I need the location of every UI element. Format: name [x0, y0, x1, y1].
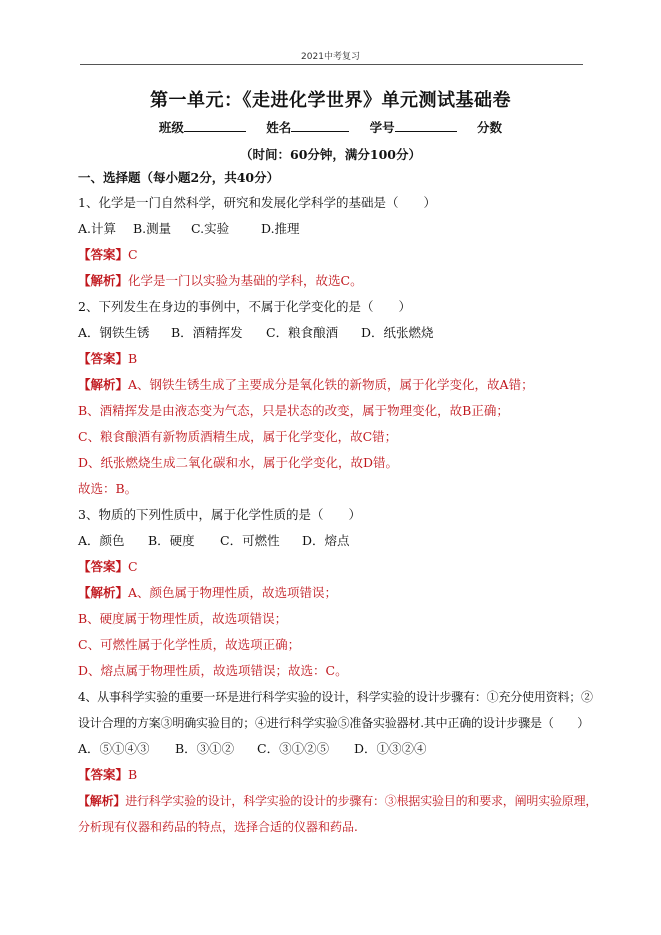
option-b: B.测量 — [133, 221, 172, 236]
question-3-analysis-line: D、熔点属于物理性质，故选项错误；故选：C。 — [78, 663, 348, 678]
answer-tag: 【答案】 — [78, 351, 129, 366]
option-a: A．钢铁生锈 — [78, 325, 150, 340]
analysis-tag: 【解析】 — [78, 585, 129, 600]
header-divider — [80, 64, 583, 65]
class-blank — [184, 120, 246, 132]
question-3-options — [78, 528, 588, 554]
question-1-analysis — [78, 268, 588, 294]
analysis-tag: 【解析】 — [78, 273, 129, 288]
question-3-stem: 3、物质的下列性质中，属于化学性质的是（ ） — [78, 507, 361, 522]
question-4-stem-line: 4、从事科学实验的重要一环是进行科学实验的设计，科学实验的设计步骤有：①充分使用资料；② — [78, 690, 593, 704]
option-d: D．纸张燃烧 — [361, 325, 434, 340]
score-label: 分数 — [477, 120, 503, 135]
answer-tag: 【答案】 — [78, 559, 129, 574]
analysis-text: A、颜色属于物理性质，故选项错误； — [128, 585, 338, 600]
option-d: D．熔点 — [302, 533, 350, 548]
page-header: 2021中考复习 — [301, 52, 360, 62]
question-3-analysis-line — [78, 580, 588, 606]
document-body — [78, 166, 598, 840]
analysis-tag: 【解析】 — [78, 377, 129, 392]
question-2-analysis-line: D、纸张燃烧生成二氧化碳和水，属于化学变化，故D错。 — [78, 455, 399, 470]
question-2-analysis-line: B、酒精挥发是由液态变为气态，只是状态的改变，属于物理变化，故B正确； — [78, 403, 509, 418]
id-label: 学号 — [369, 120, 395, 135]
question-3-analysis-line: B、硬度属于物理性质，故选项错误； — [78, 611, 288, 626]
option-c: C．③①②⑤ — [257, 741, 330, 756]
option-b: B．硬度 — [148, 533, 195, 548]
page-title: 第一单元：《走进化学世界》单元测试基础卷 — [150, 90, 511, 111]
answer-value: C — [128, 559, 138, 574]
class-label: 班级 — [158, 120, 184, 135]
student-info-line — [0, 118, 661, 136]
id-field — [370, 120, 457, 135]
option-c: C．粮食酿酒 — [266, 325, 339, 340]
question-3-answer — [78, 554, 588, 580]
question-3-analysis-line: C、可燃性属于化学性质，故选项正确； — [78, 637, 301, 652]
id-blank — [395, 120, 457, 132]
option-b: B．③①② — [175, 741, 235, 756]
analysis-text: 进行科学实验的设计，科学实验的设计的步骤有：③根据实验目的和要求，阐明实验原理， — [125, 794, 598, 808]
name-field — [266, 120, 349, 135]
class-field — [159, 120, 246, 135]
question-1-stem: 1、化学是一门自然科学，研究和发展化学科学的基础是（ ） — [78, 195, 436, 210]
option-b: B．酒精挥发 — [171, 325, 243, 340]
question-2-answer — [78, 346, 588, 372]
question-4-stem-line: 设计合理的方案③明确实验目的；④进行科学实验⑤准备实验器材.其中正确的设计步骤是（ ） — [78, 716, 590, 730]
option-d: D.推理 — [261, 221, 300, 236]
question-2-stem: 2、下列发生在身边的事例中，不属于化学变化的是（ ） — [78, 299, 411, 314]
question-2-analysis-line: C、粮食酿酒有新物质酒精生成，属于化学变化，故C错； — [78, 429, 398, 444]
option-d: D．①③②④ — [354, 741, 427, 756]
question-4-analysis-line: 分析现有仪器和药品的特点，选择合适的仪器和药品. — [78, 820, 358, 834]
time-note: （时间：60分钟，满分100分） — [240, 147, 421, 162]
question-2-conclusion: 故选：B。 — [78, 481, 138, 496]
option-a: A.计算 — [78, 221, 117, 236]
analysis-text: 化学是一门以实验为基础的学科，故选C。 — [128, 273, 363, 288]
answer-value: C — [128, 247, 138, 262]
question-4-options — [78, 736, 588, 762]
section-heading: 一、选择题（每小题2分，共40分） — [78, 170, 280, 185]
option-c: C．可燃性 — [220, 533, 280, 548]
option-a: A．⑤①④③ — [78, 741, 150, 756]
question-4-analysis-line — [78, 788, 598, 814]
option-a: A．颜色 — [78, 533, 125, 548]
question-4-answer — [78, 762, 588, 788]
answer-tag: 【答案】 — [78, 247, 129, 262]
question-2-options — [78, 320, 588, 346]
analysis-tag: 【解析】 — [78, 794, 126, 808]
name-label: 姓名 — [266, 120, 292, 135]
question-1-options — [78, 216, 588, 242]
option-c: C.实验 — [191, 221, 230, 236]
name-blank — [291, 120, 349, 132]
answer-value: B — [128, 351, 138, 366]
answer-tag: 【答案】 — [78, 767, 129, 782]
question-2-analysis-line — [78, 372, 588, 398]
analysis-text: A、钢铁生锈生成了主要成分是氧化铁的新物质，属于化学变化，故A错； — [128, 377, 534, 392]
answer-value: B — [128, 767, 138, 782]
question-1-answer — [78, 242, 588, 268]
